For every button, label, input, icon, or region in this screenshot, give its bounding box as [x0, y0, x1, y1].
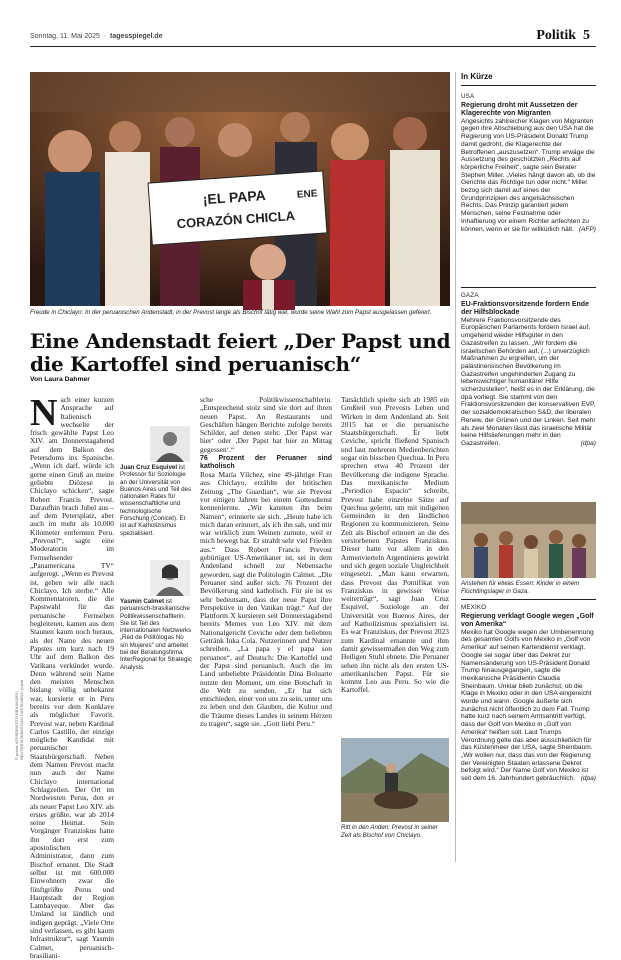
portrait-esquivel — [150, 426, 190, 462]
brief-separator — [461, 287, 596, 288]
bio-text-calmet: ist peruanisch-brasilianische Politikwissenschaftlerin. Sie ist Teil des internationalen Netzwerks „Red de Politólogas No sin Mujeres“ und arbeitet bei der Beratungsfirma InterRegional for Strategic Analysis. — [120, 598, 192, 671]
brief-usa-source: (AFP) — [578, 225, 596, 233]
brief-gaza-kicker: GAZA — [461, 292, 479, 299]
article-column-2 — [200, 396, 332, 858]
banner-text-1: ¡EL PAPA — [202, 186, 267, 208]
page-header — [30, 30, 596, 47]
brief-mexiko-source: (dpa) — [580, 775, 596, 783]
portrait-calmet — [150, 560, 190, 596]
main-photo — [30, 72, 450, 306]
brief-mexiko-body: Mexiko hat Google wegen der Umbenennung des gesamten Golfs von Mexiko in „Golf von Amerika“ auf seinen Kartendienst verklagt. Google sei sogar über das Dekret zur Namensänderung von US-Präsident Donald Trump hinausgegangen, sagte die mexikanische Präsidentin Claudia Sheinbaum. Unklar blieb zunächst, ob die Klage in Mexiko oder in den USA eingereicht wurde und wann. Google äußerte sich zunächst nicht öffentlich zu dem Fall. Trump hatte kurz nach seinem Amtsantritt verfügt, dass der Golf von Mexiko in „Golf von Amerika“ heißen soll. Laut Trumps Verordnung gelte das aber ausschließlich für das Küstenmeer der USA, sagte Sheinbaum. „Wir wollen nur, dass das von der Regierung der Vereinigten Staaten erlassene Dekret befolgt wird.“ Der Name Golf von Mexiko ist seit dem 16. Jahrhundert gebräuchlich. — [461, 628, 594, 783]
brief-gaza — [461, 292, 596, 448]
sidebar-title: In Kürze — [461, 72, 596, 86]
bio-name-esquivel: Juan Cruz Esquivel — [120, 464, 178, 471]
banner-text-frag: ENE — [296, 188, 318, 201]
brief-usa-text — [461, 118, 596, 234]
col1-text: ach einer kurzen Ansprache auf Italienisch wechselte der frisch gewählte Papst Leo XIV. am Donnerstagabend auf dem Balkon des Petersdoms ins Spanische. „Wenn ich darf, würde ich gerne einen Gruß an meine geliebte Diözese in Chiclayo schicken“, sagte Robert Francis Prevost. Daraufhin brach Jubel aus – auf dem Petersplatz, aber auch im mehr als 10.000 Kilometer entfernten Peru. „Prevost?“, sagte eine Moderatorin im Fernsehsender „Panamericana TV“ aufgeregt. „Wenn es Prevost ist, gehen wir alle nach Chiclayo. Ich sterbe.“ Alle Kommentatoren, die die Papstwahl für das peruanische Fernsehen begleiteten, kamen aus dem Staunen kaum noch heraus, als der Name des neuen Papstes um kurz nach 19 Uhr auf dem Balkon des Vatikans verkündet wurde. Denn während sein Name den meisten Menschen bislang völlig unbekannt war, kursierte er in Peru bereits vor dem Konklave als möglicher Favorit. Prevost war, neben Kardinal Carlos Castillo, der einzige mögliche Kandidat mit peruanischer Staatsbürgerschaft. Neben dem Namen Prevost macht nun auch der Name Chiclayo international Schlagzeilen. Der Ort im Nordwesten Perus, den er als neuer Papst Leo XIV. als erstes grüßte, war ab 2014 seine Heimat. Sein Vorgänger Franziskus hatte ihn dort erst zum apostolischen Administrator, dann zum Bischof ernannt. Die Stadt selbst ist mit 600.000 Einwohnern zwar die fünftgrößte Perus und Hauptstadt der Region Lambayeque. Aber das Umland ist ländlich und indigen geprägt. „Viele Orte sind verlassen, es gibt kaum Infrastruktur“, sagt Yasmin Calmet, peruanisch-brasiliani- — [30, 395, 114, 960]
brief-mexiko — [461, 604, 596, 783]
byline: Von Laura Dahmer — [30, 376, 90, 383]
brief-separator-2 — [461, 599, 596, 600]
photo-credits: © privat; AFP/ERNESTO BENAVIDES; REUTERS/SEBASTIAN CASTANEDA; privat — [14, 680, 24, 760]
col2-text-b: Rosa María Vílchez, eine 49-jährige Frau aus Chiclayo, erzählte der britischen Zeitung „The Guardian“, wie sie Prevost vor einigen Jahren bei einem Gottesdienst kennenlernte. „Wir kannten ihn beim Namen“, erinnerte sie sich. „Heute habe ich mich daran erinnert, als ich ihn sah, und mir war wirklich zum Weinen zumute, weil er mich bewegt hat. Er strahlt sehr viel Frieden aus.“ Dass Robert Francis Prevost gebürtiger US-Amerikaner ist, sei in dem Andenland schnell zur Nebensache geworden, sagt die Politologin Calmet. „Die Peruaner sind außer sich. 76 Prozent der Bevölkerung sind katholisch. Für sie ist es sehr bedeutsam, dass der neue Papst ihre Perspektive in den Vatikan trägt.“ Auf der Plattform X kursieren seit Donnerstagabend bereits Memes von Leo XIV. mit dem Nationalgericht Ceviche oder dem beliebten Getränk Inka Cola. Nutzerinnen und Nutzer schreiben, „La papa y el papa son peruanos“, auf Deutsch: Die Kartoffel und der Papst sind peruanisch. Auch die im Land unbeliebte Präsidentin Dina Boluarte nutzte den Moment, um eine Botschaft in die Welt zu senden. „Er hat sich entschieden, einer von uns zu sein, unter uns zu leben und den Glauben, die Kultur und die Träume dieses Landes in seinem Herzen zu tragen“, sagte sie. „Gott liebt Peru.“ — [200, 470, 332, 728]
col2-subheading: 76 Prozent der Peruaner sind katholisch — [200, 455, 332, 471]
header-date: Sonntag, 11. Mai 2025 · tagesspiegel.de — [30, 33, 163, 40]
photo-caption: Freude in Chiclayo: In der peruanischen Andenstadt, in der Prevost lange als Bischof tätig war, wurde seine Wahl zum Papst ausgelassen gefeiert. — [30, 309, 432, 316]
brief-usa-body: Angesichts zahlreicher Klagen von Migranten gegen ihre Abschiebung aus den USA hat die Regierung von US-Präsident Donald Trump damit gedroht, die Klagerechte der Betroffenen „auszusetzen“. Trump erwäge die Aussetzung des geschützten „Rechts auf körperliche Freiheit“, sagte sein Berater Stephen Miller. „Vieles hängt davon ab, ob die Gerichte das Richtige tun oder nicht.“ Miller bezog sich damit auf eines der Grundprinzipien des angelsächsischen Rechts. Das Prinzip garantiert jedem Menschen, seine Festnahme oder Inhaftierung vor einem Richter anfechten zu können, wenn er sie für willkürlich hält. — [461, 117, 596, 233]
brief-mexiko-text — [461, 629, 596, 783]
col3-photo-caption: Ritt in den Anden: Prevost in seiner Zeit als Bischof von Chiclayo. — [341, 824, 438, 839]
section-name: Politik — [536, 28, 576, 43]
site-name: tagesspiegel.de — [110, 33, 163, 40]
article-column-1 — [30, 392, 114, 960]
date-text: Sonntag, 11. Mai 2025 — [30, 33, 100, 40]
bio-esquivel — [120, 464, 192, 537]
brief-usa-headline: Regierung droht mit Aussetzen der Klagerechte von Migranten — [461, 101, 578, 117]
section-label — [536, 28, 590, 44]
brief-gaza-source: (dpa) — [580, 439, 596, 447]
brief-gaza-body: Mehrere Fraktionsvorsitzende des Europäischen Parlaments fordern Israel auf, umgehend wieder Hilfsgüter in den Gazastreifen zu lassen. „Wir fordern die israelischen Behörden auf, (...) unverzüglich Maßnahmen zu ergreifen, um der palästinensischen Bevölkerung im Gazastreifen ungehinderten Zugang zu lebenswichtiger humanitärer Hilfe sicherzustellen“, heißt es in der Erklärung, die dpa vorliegt. Sie stammt von den Fraktionsvorsitzenden der konservativen EVP, der sozialdemokratischen S&D, der liberalen Renew, der Grünen und der Linken. Seit mehr als zwei Monaten lässt das israelische Militär keine Hilfslieferungen mehr in den Gazastreifen. — [461, 316, 596, 447]
col3-text: Tatsächlich spielte sich ab 1985 ein Großteil von Prevosts Leben und Wirken in dem Andenland ab. Seit 2015 hat er die peruanische Staatsbürgerschaft. Er liebt Ceviche, spricht fließend Spanisch und laut mehreren Medienberichten sogar ein bisschen Quechua. In Peru sprechen etwa 40 Prozent der Bevölkerung die indigene Sprache. Das mexikanische Medium „Periodico Espacio“ schreibt, Prevost habe einzelne Sätze auf Quechua gelernt, um mit indigenen Gemeinden in den ländlichen Regionen zu kommunizieren. Seine Zeit als Bischof erinnert an die des verstorbenen Papstes Franziskus. Dieser hatte vor allem in den Armenvierteln Argentiniens gewirkt und sich gegen soziale Ungleichheit eingesetzt. „Man kann erwarten, dass Prevost das Pontifikat von Franziskus in gewisser Weise weiterträgt“, sagt Juan Cruz Esquivel, Soziologe an der Universität von Buenos Aires, der auf Katholizismus spezialisiert ist. Es war Franziskus, der Prevost 2023 zum Kardinal ernannte und ihm damit gewissermaßen den Weg zum Heiligen Stuhl ebnete. Die Peruaner sehen ihn nicht als den ersten US-amerikanischen Papst. Für sie kommt Leo aus Peru. So wie die Kartoffel. — [341, 395, 449, 695]
bio-name-calmet: Yasmin Calmet — [120, 598, 165, 605]
bio-calmet — [120, 598, 192, 671]
col2-text-a: sche Politikwissenschaftlerin. „Entsprechend stolz sind sie dort auf ihren neuen Papst. An Restaurants und Geschäften hängen Berichte zufolge bereits Schilder, auf denen steht: ‚Der Papst war hier‘ oder ‚Der Papst hat hier zu Mittag gegessen‘.“ — [200, 395, 332, 454]
page-number: 5 — [583, 28, 590, 43]
brief-usa — [461, 93, 596, 233]
brief-gaza-text — [461, 317, 596, 448]
photo-gaza-children — [461, 502, 596, 578]
banner-text-2: CORAZÓN CHICLA — [176, 207, 296, 232]
brief-mexiko-headline: Regierung verklagt Google wegen „Golf von Amerika“ — [461, 612, 594, 628]
gaza-photo-caption: Anstehen für etwas Essen: Kinder in einem Flüchtlingslager in Gaza. — [461, 580, 580, 595]
crowd-illustration — [30, 72, 450, 306]
brief-usa-kicker: USA — [461, 93, 475, 100]
brief-gaza-headline: EU-Fraktionsvorsitzende fordern Ende der Hilfsblockade — [461, 300, 589, 316]
brief-mexiko-kicker: MEXIKO — [461, 604, 487, 611]
article-column-3 — [341, 396, 449, 732]
article-headline: Eine Andenstadt feiert „Der Papst und die Kartoffel sind peruanisch“ — [30, 329, 451, 376]
bio-text-esquivel: ist Professor für Soziologie an der Universität von Buenos Aires und Teil des nationalen Rates für wissenschaftliche und technologische Forschung (Conicet). Er ist auf Katholizismus spezialisiert. — [120, 464, 192, 537]
photo-prevost-andes — [341, 738, 449, 822]
dropcap: N — [30, 392, 58, 434]
sidebar-divider — [455, 72, 456, 862]
